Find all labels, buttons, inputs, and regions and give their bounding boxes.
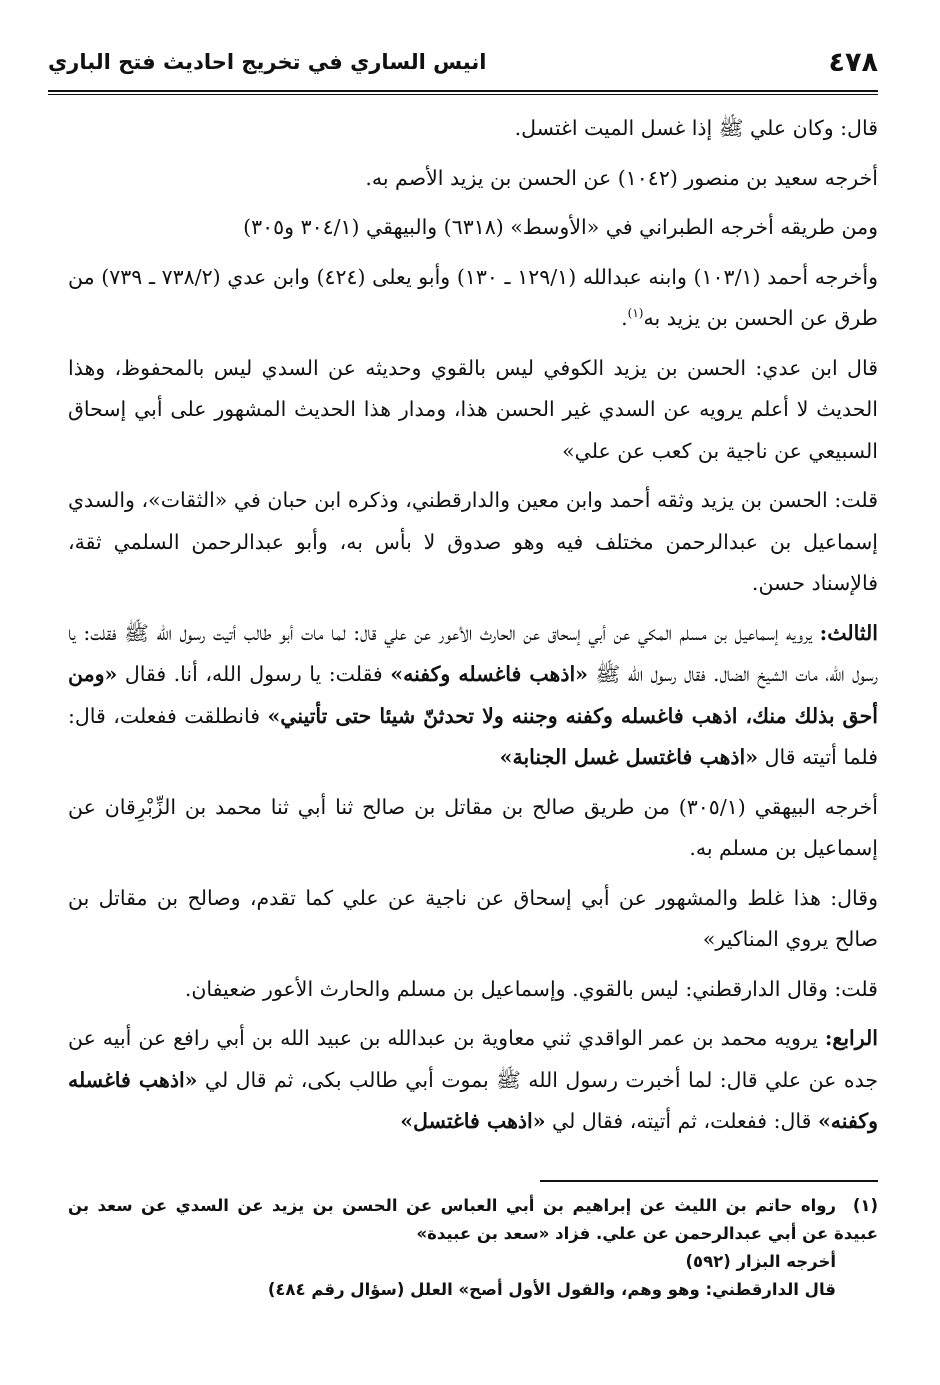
section-label: الثالث: bbox=[819, 620, 878, 645]
main-text bbox=[68, 108, 878, 1151]
hadith-quote: «ومن أحق بذلك منك، اذهب فاغسله وكفنه وجننه ولا تحدثنّ شيئا حتى تأتيني» bbox=[68, 662, 879, 728]
hadith-quote: «اذهب فاغتسل غسل الجنابة» bbox=[499, 745, 759, 769]
footnote-marker: (١) bbox=[852, 1196, 878, 1215]
hadith-quote: «اذهب فاغسله وكفنه» bbox=[68, 1067, 878, 1133]
paragraph-text: قلت: وقال الدارقطني: ليس بالقوي. وإسماعيل بن مسلم والحارث الأعور ضعيفان. bbox=[184, 976, 878, 1001]
paragraph: وأخرجه أحمد (١٠٣/١) وابنه عبدالله (١٢٩/١ ـ ١٣٠) وأبو يعلى (٤٢٤) وابن عدي (٧٣٨/٢ ـ ٧٣٩) من طرق عن الحسن بن يزيد به$^{(١)}$. bbox=[68, 264, 879, 330]
footnote-line bbox=[68, 1248, 878, 1276]
paragraph bbox=[68, 108, 878, 150]
paragraph bbox=[68, 787, 878, 870]
paragraph-text: قال ابن عدي: الحسن بن يزيد الكوفي ليس بالقوي وحديثه عن السدي ليس بالمحفوظ، وهذا الحديث لا أعلم يرويه عن السدي غير الحسن هذا، ومدار هذا الحديث المشهور على أبي إسحاق السبيعي عن ناجية بن كعب عن علي» bbox=[68, 355, 878, 463]
hadith-quote: «اذهب فاغسله وكفنه» bbox=[390, 662, 588, 686]
paragraph-text: فانطلقت ففعلت، قال: فلما أتيته قال bbox=[68, 703, 878, 769]
paragraph-text: ومن طريقه أخرجه الطبراني في «الأوسط» (٦٣١٨) والبيهقي (٣٠٤/١ و٣٠٥) bbox=[243, 215, 878, 239]
page-header bbox=[48, 34, 878, 90]
paragraph bbox=[68, 969, 878, 1011]
footnote-text: رواه حاتم بن الليث عن إبراهيم بن أبي العباس عن الحسن بن يزيد عن السدي عن سعد بن عبيدة عن أبي عبدالرحمن عن علي. فزاد «سعد بن عبيدة» bbox=[68, 1196, 878, 1243]
page-number: ٤٧٨ bbox=[828, 46, 878, 78]
paragraph-text: قلت: الحسن بن يزيد وثقه أحمد وابن معين والدارقطني، وذكره ابن حبان في «الثقات»، والسدي إسماعيل بن عبدالرحمن مختلف فيه وهو صدوق لا بأس به، وأبو عبدالرحمن السلمي ثقة، فالإسناد حسن. bbox=[68, 488, 878, 595]
paragraph bbox=[68, 613, 878, 779]
footnote-reference: (١) bbox=[627, 306, 644, 321]
paragraph bbox=[68, 480, 878, 605]
paragraph bbox=[68, 207, 878, 249]
paragraph bbox=[68, 158, 878, 200]
paragraph-text: أخرجه البيهقي (٣٠٥/١) من طريق صالح بن مقاتل بن صالح ثنا أبي ثنا محمد بن الزِّبْرِقان عن إسماعيل بن مسلم به. bbox=[68, 794, 879, 860]
paragraph bbox=[68, 348, 878, 473]
paragraph-text: وقال: هذا غلط والمشهور عن أبي إسحاق عن ناجية عن علي كما تقدم، وصالح بن مقاتل بن صالح يروي المناكير» bbox=[68, 885, 878, 951]
running-title: انيس الساري في تخريج احاديث فتح الباري bbox=[48, 50, 487, 74]
footnote-text: قال الدارقطني: وهو وهم، والقول الأول أصح» العلل (سؤال رقم ٤٨٤) bbox=[267, 1280, 836, 1299]
paragraph-text: أخرجه سعيد بن منصور (١٠٤٢) عن الحسن بن يزيد الأصم به. bbox=[365, 165, 878, 190]
paragraph bbox=[68, 878, 878, 961]
footnote-text: أخرجه البزار (٥٩٢) bbox=[685, 1252, 836, 1271]
paragraph-text: قال: وكان علي ﷺ إذا غسل الميت اغتسل. bbox=[514, 116, 878, 140]
header-rule bbox=[48, 90, 878, 92]
footnote-separator bbox=[540, 1180, 878, 1182]
footnote-line bbox=[68, 1276, 878, 1304]
section-label: الرابع: bbox=[824, 1026, 878, 1050]
footnotes bbox=[68, 1192, 878, 1304]
paragraph-text: وأخرجه أحمد (١٠٣/١) وابنه عبدالله (١٢٩/١ ـ ١٣٠) وأبو يعلى (٤٢٤) وابن عدي (٧٣٨/٢ ـ ٧٣٩) من طرق عن الحسن بن يزيد به bbox=[68, 264, 879, 330]
header-rule-thin bbox=[48, 94, 878, 95]
footnote bbox=[68, 1192, 878, 1248]
paragraph-text: قال: ففعلت، ثم أتيته، فقال لي bbox=[545, 1109, 818, 1133]
hadith-quote: «اذهب فاغتسل» bbox=[400, 1109, 546, 1133]
paragraph-text: يرويه إسماعيل بن مسلم المكي عن أبي إسحاق عن الحارث الأعور عن علي قال: لما مات أبو طالب أتيت رسول الله ﷺ فقلت: يا رسول الله، مات الشيخ الضال. فقال رسول الله ﷺ bbox=[68, 620, 879, 686]
paragraph-text: فقلت: يا رسول الله، أنا. فقال bbox=[117, 662, 391, 686]
paragraph-text: يرويه محمد بن عمر الواقدي ثني معاوية بن عبدالله بن عبيد الله بن أبي رافع عن أبيه عن جده عن علي قال: لما أخبرت رسول الله ﷺ بموت أبي طالب بكى، ثم قال لي bbox=[68, 1026, 879, 1092]
paragraph bbox=[68, 1018, 878, 1143]
